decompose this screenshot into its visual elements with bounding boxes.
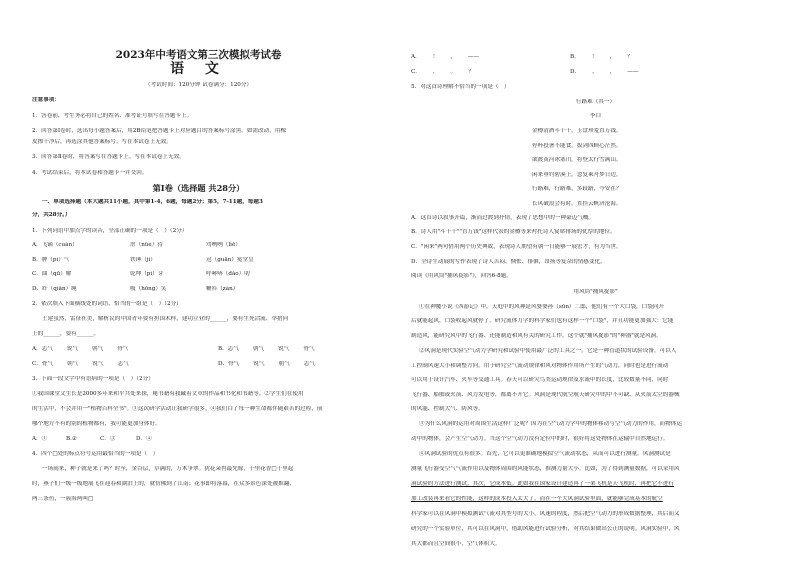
passage-line: 科学家可以在风洞中模拟测试气流对其型号的大小，风速的程度，然后把空气动力的形成数据整理，其后而又 bbox=[411, 511, 680, 517]
q2-word: 骨气 bbox=[117, 346, 129, 352]
poem-line: 长风破浪会有时，直挂云帆济沧海。 bbox=[532, 201, 622, 207]
q2-word: 锐气 bbox=[278, 346, 290, 352]
q4-stem: 4．四个□处的标点符号运用最恰当的一项是（ ） bbox=[32, 451, 159, 457]
section1-intro: 一、单项选择题（本大题共11小题，其中第1-4，6题，每题2分；第5，7-11题，每题3 bbox=[42, 199, 263, 205]
q2-option-d bbox=[218, 361, 315, 368]
poem-line: 欲渡黄河冰塞川，将登太行雪满山。 bbox=[532, 157, 622, 163]
q2-word: 朝气 bbox=[278, 361, 290, 367]
poem-line: 金樽清酒斗十千，玉盘珍羞直万钱。 bbox=[532, 128, 622, 134]
q1-option: 乾坤（pí）芽 bbox=[130, 271, 164, 277]
q1-option: B．脾（pí）气 bbox=[32, 257, 70, 263]
q5-option: C．"闲来"两句借用两个历史典故，表现诗人期望有朝一日能够一展宏才，有为当世。 bbox=[411, 244, 622, 250]
q2-word: 锐气 bbox=[66, 346, 79, 352]
q2-word: 锐气 bbox=[92, 361, 104, 367]
passage-line: 后就能起风，口袋收起风就停了。研究流体力学的科学家们也有这样一个"口袋"，并且功能更加强大：它能 bbox=[411, 318, 674, 324]
note-item: 3．回答第Ⅱ卷时，将答案写在答题卡上。写在本试卷上无效。 bbox=[32, 154, 185, 160]
passage-line: ①在神魔小说《西游记》中，天庭中的风神是风婆婆孙（sūn）二郎，他们有一个大口袋，口袋向开 bbox=[419, 304, 665, 310]
q3-option: C．③ bbox=[100, 436, 116, 442]
passage-line-underlined: 洞试验的方法进行测试。其次，它成本低。此如我在国家设计建造再了一架飞机是天飞机时，再把它不进行 bbox=[411, 481, 674, 487]
q1-option: C．曲（qū）解 bbox=[32, 271, 72, 277]
poem-line: 行路难，行路难，多歧路，今安在？ bbox=[532, 186, 622, 192]
q5-option: B．诗人用"斗十千""直万钱"这样代表的金樽等来衬托诗人宴席排场的优厚的地位。 bbox=[411, 229, 616, 235]
section1-intro: 分，共28分。） bbox=[32, 212, 71, 218]
q2-word: 志气 bbox=[117, 361, 129, 367]
q4-punct: ， bbox=[609, 54, 615, 60]
q4-option-letter: C． bbox=[411, 69, 421, 75]
q2-passage: 上的______，要有______。 bbox=[32, 331, 100, 337]
q4-punct: ， bbox=[609, 69, 616, 75]
q3-option: B.② bbox=[66, 436, 77, 442]
q4-punct: —— bbox=[627, 69, 639, 75]
q1-option: 冠（guān）冕堂皇 bbox=[206, 257, 254, 263]
q5-option: A．这首诗以叙事开篇，渐而过渡到抒情，表现了思想中的一种豪迈气概。 bbox=[411, 215, 595, 221]
q2-word: 朝气 bbox=[252, 346, 265, 352]
note-item: 2．回答第Ⅰ卷时，选出每小题答案后，用2B铅笔把答题卡上对应题目的答案标号涂黑。如需改动，用橡 bbox=[32, 128, 286, 134]
q4-punct: ， bbox=[432, 69, 439, 75]
q4-option-letter: D． bbox=[570, 69, 581, 75]
q5-stem: 5．对这首诗理解不恰当的一项是（ ） bbox=[411, 84, 510, 90]
poem-line: 停杯投箸不能食，拔剑四顾心茫然。 bbox=[532, 143, 622, 149]
notes-heading: 注意事项： bbox=[32, 97, 60, 103]
q4-punct: 。 bbox=[450, 69, 457, 75]
q2-option-c bbox=[32, 361, 129, 368]
note-item: 皮擦干净后，再选涂其他答案标号。写在本试卷上无效。 bbox=[32, 139, 172, 145]
exam-subject: 语 文 bbox=[170, 61, 227, 77]
passage-line: 研究的一个实验单位，其可以在风洞中，借助风能进行试验分析，对其结果做出公正的说明。风洞实验中，风 bbox=[411, 526, 680, 532]
q4-punct: ？ bbox=[626, 54, 633, 60]
q3-passage: 哪个地方不有的别的植物都有，我可能更加身体好。 bbox=[32, 421, 161, 427]
q4-passage: 两三条鱼，一簇海两叫□ bbox=[32, 496, 94, 502]
reading-title: 用风筒"捕风捉影" bbox=[573, 289, 618, 295]
passage-line: 动中的物体，会产生空气动力。当这个空气动力没有定位中的时，很好将这处物体在运输中自然地运行。 bbox=[411, 436, 669, 442]
q1-option: 骂咧咧（liē） bbox=[206, 242, 241, 248]
poem-line: 闲来垂钓碧溪上，忽复乘舟梦日边。 bbox=[532, 172, 622, 178]
q4-punct: ！ bbox=[591, 54, 598, 60]
q4-punct: ！ bbox=[432, 54, 439, 60]
q4-option-letter: A． bbox=[411, 54, 421, 60]
passage-line: 飞行器、船舶或火箭、风力发电等，都离不开它。风洞是现代航空航天研究中的中不可缺、从火箭太空的器械 bbox=[411, 392, 680, 398]
q4-passage: 时，燕子们一级一级地展飞在迎春和湖泊上的，就仿佛到了江南；花事即将落幕，在众多景色深处被推翻， bbox=[32, 481, 295, 487]
q2-option-a bbox=[32, 346, 128, 353]
q4-option-c bbox=[411, 69, 474, 76]
q5-option: D．全诗生动展的写作表现了诗人苦闷、惆怅、徘徊，昂扬等复杂的情感变化。 bbox=[411, 259, 606, 265]
exam-title: 2023年中考语文第三次模拟考试卷 bbox=[115, 49, 282, 61]
note-item: 4．考试结束后，将本试卷和答题卡一并交回。 bbox=[32, 170, 148, 176]
section1-title: 第Ⅰ卷（选择题 共28分） bbox=[152, 183, 245, 193]
passage-line-underlined: 加工改装再来看它的性能，这样的成本投入太大了。而在一个大风洞试验里面，就能够完成基本的航空 bbox=[411, 496, 663, 502]
q1-option: 鞭笞（zán） bbox=[206, 286, 239, 292]
q4-option-d bbox=[570, 69, 639, 76]
q2-word: 朝气 bbox=[92, 346, 104, 352]
exam-meta: （考试时间：120分钟 试卷满分：120分） bbox=[144, 82, 253, 88]
q2-passage: 土建虽然，雷征在美，解析民的中国青年要有担国术样，建功立业的______，要有生死洽流、举措向 bbox=[42, 316, 289, 322]
q1-option: 虐（nüè）待 bbox=[130, 242, 163, 248]
q1-stem: 1．下列词语中加点字的读音，全部正确的一项是（ ）（2分） bbox=[32, 228, 188, 234]
q2-word: A．志气 bbox=[32, 346, 53, 352]
q4-option-a bbox=[411, 54, 479, 61]
q1-option: D．纤（qiān）绳 bbox=[32, 286, 77, 292]
reading-intro: 阅读《用风筒"捕风捉影"》，回答6-8题。 bbox=[411, 273, 512, 279]
q2-word: 锐气 bbox=[253, 361, 265, 367]
q1-option: A．飞镝（cuàn） bbox=[32, 242, 78, 248]
passage-line: ③为什么风洞的运用对周围生活这样广泛呢？因为在空气动力学中的物体移动与空气动力的作用，而物体运 bbox=[419, 421, 682, 427]
q2-word: 骨气 bbox=[303, 346, 315, 352]
passage-line: 其大都而且空间很小，空气体积大。 bbox=[411, 541, 501, 547]
q1-option: 呼哧哧（dǎo）叨 bbox=[206, 271, 250, 277]
q3-passage: 的生活中，不会并用一"植物百科全书"。③这次研学活动让我研学很多。④我们白了每一种生命都伴随艰苦的过程，前 bbox=[32, 406, 323, 412]
q3-option: A．① bbox=[32, 436, 48, 442]
passage-line: 制造风，能研究风中的飞行器、还能制造和风有关的研究工作。这个就"捕风捉影"的"神器"就是风洞。 bbox=[411, 333, 662, 339]
q4-option-b bbox=[570, 54, 633, 61]
q3-option: D．④ bbox=[136, 436, 152, 442]
q4-punct: ， bbox=[592, 69, 598, 75]
passage-line: ②风洞是现代实验空气动力学研究和试验中使用最广泛的工具之一。它是一种管道状的试验设备，可以人 bbox=[419, 348, 677, 354]
q2-stem: 2．依次填入下面横线处的词语，恰当的一组是（ ）（2分） bbox=[32, 301, 182, 307]
q2-word: 志气 bbox=[303, 361, 315, 367]
q2-word: D．骨气 bbox=[218, 361, 240, 367]
q1-option: 铁锤（jì） bbox=[130, 257, 156, 263]
q4-passage: 一场雨来，种子就是来了吗？时至，金谷层，草满的，万木争翠。犹花朵兽最先嫁，十里花香□千里起 bbox=[42, 466, 294, 472]
q4-punct: —— bbox=[467, 54, 480, 60]
passage-line: 测量飞行器受空气气流作用以及物体周围的风能状态，推测力量大小。比如，为了得到测量数据，可以采用风 bbox=[411, 466, 680, 472]
q4-punct: ？ bbox=[468, 69, 474, 75]
q2-word: B．志气 bbox=[218, 346, 239, 352]
q2-option-b bbox=[218, 346, 315, 353]
q1-option: 吸（hōng）笑 bbox=[130, 286, 167, 292]
passage-line: 可以用于设计汽车、火车等交通工具。春天可以研究鸟类运动规律及水流中的长度，比较数量不同，同时 bbox=[411, 377, 669, 383]
q3-passage: ①我国课堂文生长是2000多年来和平共处来探，秘书籍有我藏着文章的作品和书化和书籍等。②学生们在使用 bbox=[32, 391, 304, 397]
passage-line: 工控制风速大小和调整方向，用于研究空气流动规律和风对物体作用所产生的气动力，同时也是进行流动 bbox=[411, 363, 669, 369]
note-item: 1．答卷前，考生务必将自己的姓名、准考证号填写在答题卡上。 bbox=[32, 113, 193, 119]
q4-punct: ， bbox=[450, 54, 456, 60]
q4-option-letter: B． bbox=[570, 54, 580, 60]
q2-word: 朝气 bbox=[67, 361, 79, 367]
q2-word: C．骨气 bbox=[32, 361, 54, 367]
passage-line: 的风能、控制大气、防风等。 bbox=[411, 406, 484, 412]
poem-title: 行路难（其一） bbox=[575, 99, 616, 105]
q3-stem: 3．下面一段文字中有语病的一项是（ ）（2分） bbox=[32, 376, 154, 382]
poem-author: 李白 bbox=[589, 113, 602, 119]
passage-line: ④风洞试验的优点有很多。首先，它可以更准确地模拟空气流动状态，从而可以进行测量。风洞测试是 bbox=[419, 451, 671, 457]
